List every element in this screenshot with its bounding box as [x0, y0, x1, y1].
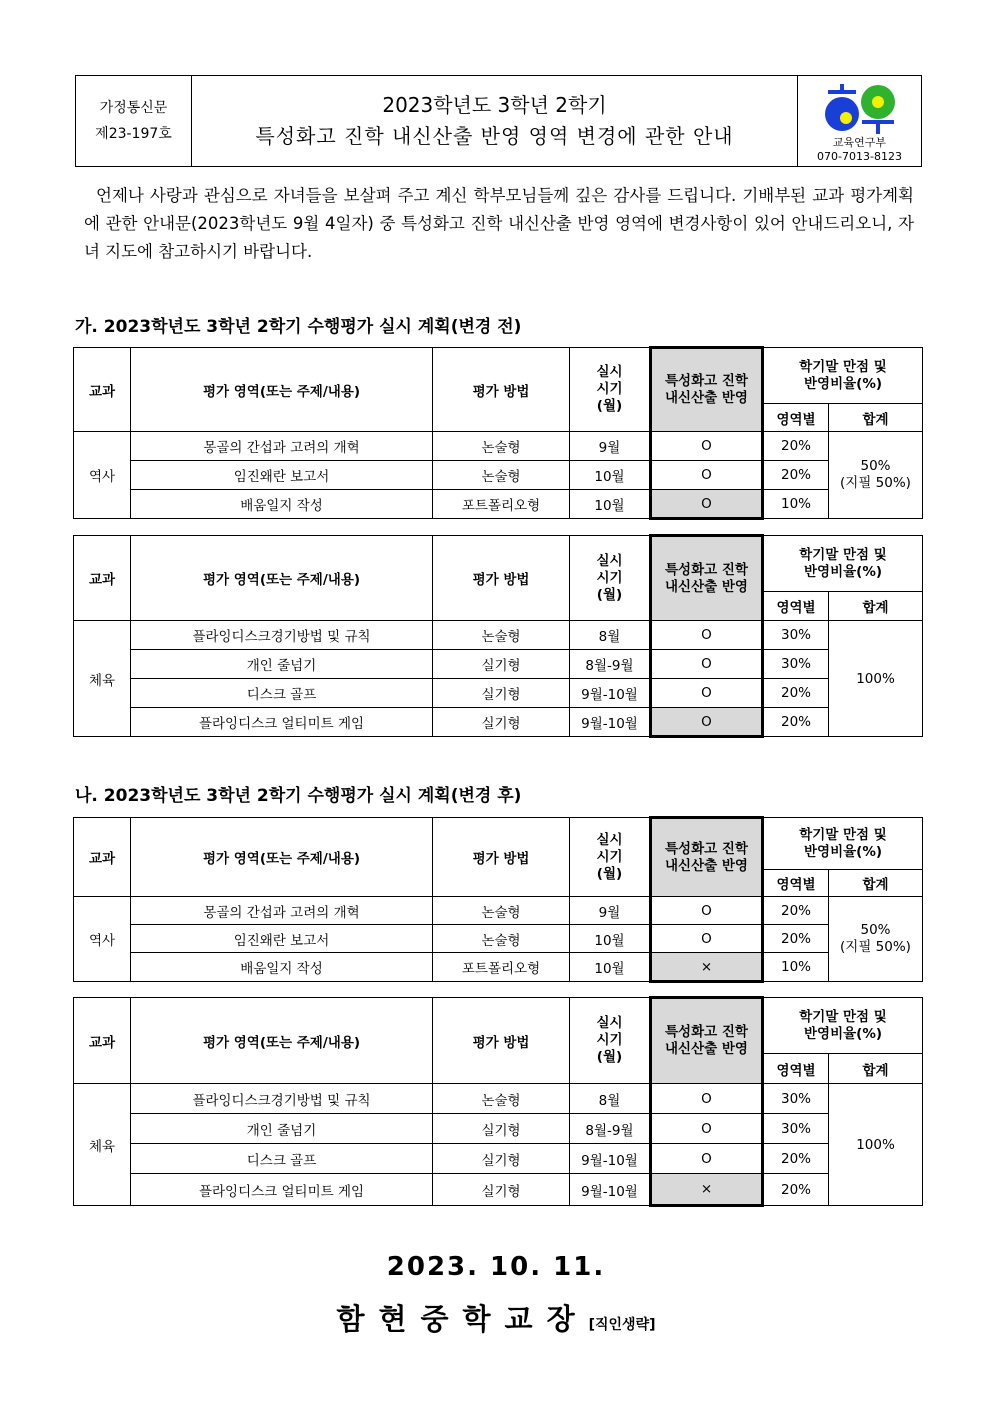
col-timing: 실시 시기 (월) — [570, 536, 651, 621]
col-per-area: 영역별 — [763, 404, 829, 432]
col-method: 평가 방법 — [433, 348, 570, 432]
col-total: 합계 — [829, 870, 923, 897]
col-ratio: 학기말 만점 및 반영비율(%) — [763, 348, 923, 404]
table-row: 디스크 골프 실기형 9월-10월 O 20% — [74, 1144, 923, 1174]
doc-number: 제23-197호 — [95, 126, 172, 142]
total-cell: 50% (지필 50%) — [829, 432, 923, 519]
table-history-after — [73, 816, 923, 983]
col-method: 평가 방법 — [433, 818, 570, 897]
table-pe-before — [73, 534, 923, 738]
col-special: 특성화고 진학 내신산출 반영 — [651, 998, 763, 1084]
total-cell: 100% — [829, 1084, 923, 1206]
col-timing: 실시 시기 (월) — [570, 818, 651, 897]
table-row: 임진왜란 보고서 논술형 10월 O 20% — [74, 925, 923, 953]
table-row: 배움일지 작성 포트폴리오형 10월 O 10% — [74, 490, 923, 519]
col-per-area: 영역별 — [763, 1054, 829, 1084]
table-row: 체육 플라잉디스크경기방법 및 규칙 논술형 8월 O 30% 100% — [74, 1084, 923, 1114]
col-ratio: 학기말 만점 및 반영비율(%) — [763, 998, 923, 1054]
table-history-before — [73, 346, 923, 520]
table-row: 개인 줄넘기 실기형 8월-9월 O 30% — [74, 650, 923, 679]
principal-name: 함현중학교장 — [336, 1302, 589, 1336]
table-row: 플라잉디스크 얼티미트 게임 실기형 9월-10월 × 20% — [74, 1174, 923, 1206]
col-ratio: 학기말 만점 및 반영비율(%) — [763, 818, 923, 870]
col-special: 특성화고 진학 내신산출 반영 — [651, 536, 763, 621]
section-before-title: 가. 2023학년도 3학년 2학기 수행평가 실시 계획(변경 전) — [75, 317, 522, 337]
title-line2: 특성화고 진학 내신산출 반영 영역 변경에 관한 안내 — [255, 124, 734, 148]
table-pe-after — [73, 996, 923, 1207]
intro-paragraph — [84, 182, 914, 266]
col-method: 평가 방법 — [433, 536, 570, 621]
notice-header — [75, 75, 922, 167]
col-method: 평가 방법 — [433, 998, 570, 1084]
col-subject: 교과 — [74, 348, 131, 432]
issue-date: 2023. 10. 11. — [386, 1252, 606, 1282]
col-subject: 교과 — [74, 536, 131, 621]
col-area: 평가 영역(또는 주제/내용) — [131, 348, 433, 432]
col-total: 합계 — [829, 592, 923, 621]
col-area: 평가 영역(또는 주제/내용) — [131, 818, 433, 897]
total-cell: 100% — [829, 621, 923, 737]
table-row: 역사 몽골의 간섭과 고려의 개혁 논술형 9월 O 20% 50% (지필 50%) — [74, 897, 923, 925]
doc-title — [192, 76, 797, 166]
intro-text: 언제나 사랑과 관심으로 자녀들을 보살펴 주고 계신 학부모님들께 깊은 감사를 드립니다. 기배부된 교과 평가계획에 관한 안내문(2023학년도 9월 4일자) 중 특성화고 진학 내신산출 반영 영역에 변경사항이 있어 안내드리오니, 자녀 지도에 참고하시기 바랍니다. — [84, 186, 914, 261]
dept-name: 교육연구부 — [832, 136, 887, 149]
subject-cell: 체육 — [74, 1084, 131, 1206]
col-total: 합계 — [829, 404, 923, 432]
table-row: 역사 몽골의 간섭과 고려의 개혁 논술형 9월 O 20% 50% (지필 50%) — [74, 432, 923, 461]
table-row: 플라잉디스크 얼티미트 게임 실기형 9월-10월 O 20% — [74, 708, 923, 737]
col-special: 특성화고 진학 내신산출 반영 — [651, 818, 763, 897]
col-subject: 교과 — [74, 998, 131, 1084]
title-line1: 2023학년도 3학년 2학기 — [382, 93, 607, 117]
total-cell: 50% (지필 50%) — [829, 897, 923, 982]
doc-type: 가정통신문 — [99, 100, 168, 116]
table-row: 배움일지 작성 포트폴리오형 10월 × 10% — [74, 953, 923, 982]
principal-signature — [0, 1297, 992, 1338]
subject-cell: 체육 — [74, 621, 131, 737]
subject-cell: 역사 — [74, 432, 131, 519]
dept-phone: 070-7013-8123 — [817, 150, 902, 163]
school-logo-icon — [820, 82, 900, 136]
col-ratio: 학기말 만점 및 반영비율(%) — [763, 536, 923, 592]
col-per-area: 영역별 — [763, 870, 829, 897]
dept-info — [797, 76, 921, 166]
subject-cell: 역사 — [74, 897, 131, 982]
table-row: 체육 플라잉디스크경기방법 및 규칙 논술형 8월 O 30% 100% — [74, 621, 923, 650]
col-per-area: 영역별 — [763, 592, 829, 621]
col-total: 합계 — [829, 1054, 923, 1084]
table-row: 디스크 골프 실기형 9월-10월 O 20% — [74, 679, 923, 708]
seal-note: [직인생략] — [588, 1317, 656, 1333]
table-row: 개인 줄넘기 실기형 8월-9월 O 30% — [74, 1114, 923, 1144]
table-row: 임진왜란 보고서 논술형 10월 O 20% — [74, 461, 923, 490]
col-area: 평가 영역(또는 주제/내용) — [131, 998, 433, 1084]
doc-info — [76, 76, 192, 166]
col-subject: 교과 — [74, 818, 131, 897]
col-timing: 실시 시기 (월) — [570, 348, 651, 432]
col-area: 평가 영역(또는 주제/내용) — [131, 536, 433, 621]
col-special: 특성화고 진학 내신산출 반영 — [651, 348, 763, 432]
section-after-title: 나. 2023학년도 3학년 2학기 수행평가 실시 계획(변경 후) — [75, 786, 522, 806]
col-timing: 실시 시기 (월) — [570, 998, 651, 1084]
